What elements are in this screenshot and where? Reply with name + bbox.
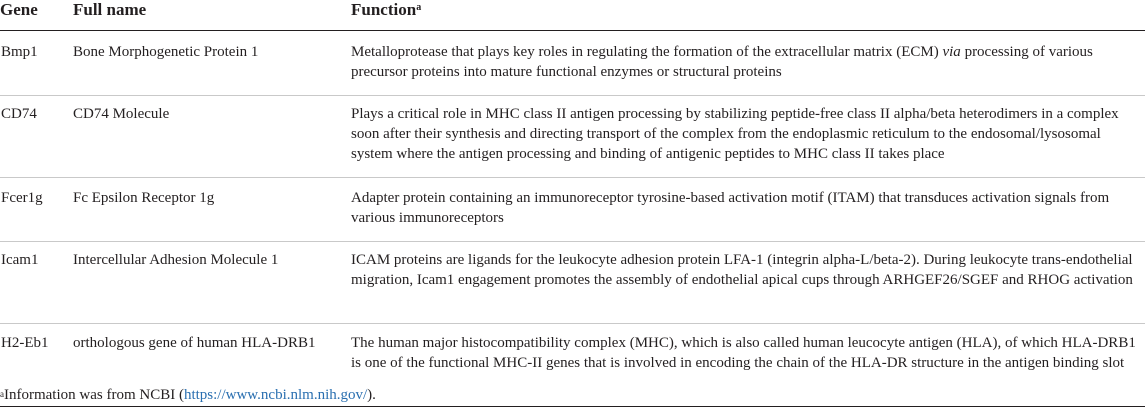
footnote-text: Information was from NCBI (	[4, 387, 184, 403]
table-body	[0, 31, 1145, 407]
full-name-cell: Intercellular Adhesion Molecule 1	[73, 242, 351, 324]
gene-cell: Bmp1	[0, 31, 73, 96]
function-cell	[351, 31, 1145, 96]
function-text: Metalloprotease that plays key roles in regulating the formation of the extracellular matrix (ECM)	[351, 44, 943, 60]
table-footnote	[0, 386, 376, 404]
footnote-mark: a	[0, 389, 4, 399]
function-cell: The human major histocompatibility complex (MHC), which is also called human leucocyte antigen (HLA), of which HLA-DRB1 is one of the functional MHC-II genes that is involved in encoding the chain of the HLA-DR structure in the antigen binding slot	[351, 324, 1145, 407]
gene-cell: Icam1	[0, 242, 73, 324]
ncbi-link[interactable]: https://www.ncbi.nlm.nih.gov/	[183, 387, 368, 403]
full-name-cell: CD74 Molecule	[73, 96, 351, 178]
gene-cell: Fcer1g	[0, 178, 73, 242]
function-cell: Plays a critical role in MHC class II antigen processing by stabilizing peptide-free class II alpha/beta heterodimers in a complex soon after their synthesis and directing transport of the complex from the endoplasmic reticulum to the endosomal/lysosomal system where the antigen processing and binding of antigenic peptides to MHC class II takes place	[351, 96, 1145, 178]
function-italic-text: via	[942, 44, 961, 60]
header-full-name-label: Full name	[73, 0, 147, 19]
full-name-cell: Bone Morphogenetic Protein 1	[73, 31, 351, 96]
table-header	[0, 0, 1145, 31]
table-row	[0, 178, 1145, 242]
table-row	[0, 31, 1145, 96]
table-row	[0, 96, 1145, 178]
function-text: processing of various precursor proteins into mature functional enzymes or structural proteins	[351, 44, 1093, 80]
header-gene	[0, 0, 73, 31]
header-function-footnote-mark: a	[416, 2, 422, 13]
header-gene-label: Gene	[0, 0, 38, 19]
header-function-label: Function	[351, 0, 417, 19]
footnote-text-end: ).	[367, 387, 376, 403]
full-name-cell: orthologous gene of human HLA-DRB1	[73, 324, 351, 407]
header-function	[351, 0, 1145, 31]
full-name-cell: Fc Epsilon Receptor 1g	[73, 178, 351, 242]
gene-cell: CD74	[0, 96, 73, 178]
gene-cell: H2-Eb1	[0, 324, 73, 407]
function-cell: Adapter protein containing an immunoreceptor tyrosine-based activation motif (ITAM) that transduces activation signals from various immunoreceptors	[351, 178, 1145, 242]
header-full-name	[73, 0, 351, 31]
function-cell: ICAM proteins are ligands for the leukocyte adhesion protein LFA-1 (integrin alpha-L/beta-2). During leukocyte trans-endothelial migration, Icam1 engagement promotes the assembly of endothelial apical cups through ARHGEF26/SGEF and RHOG activation	[351, 242, 1145, 324]
table-row	[0, 242, 1145, 324]
header-row	[0, 0, 1145, 31]
